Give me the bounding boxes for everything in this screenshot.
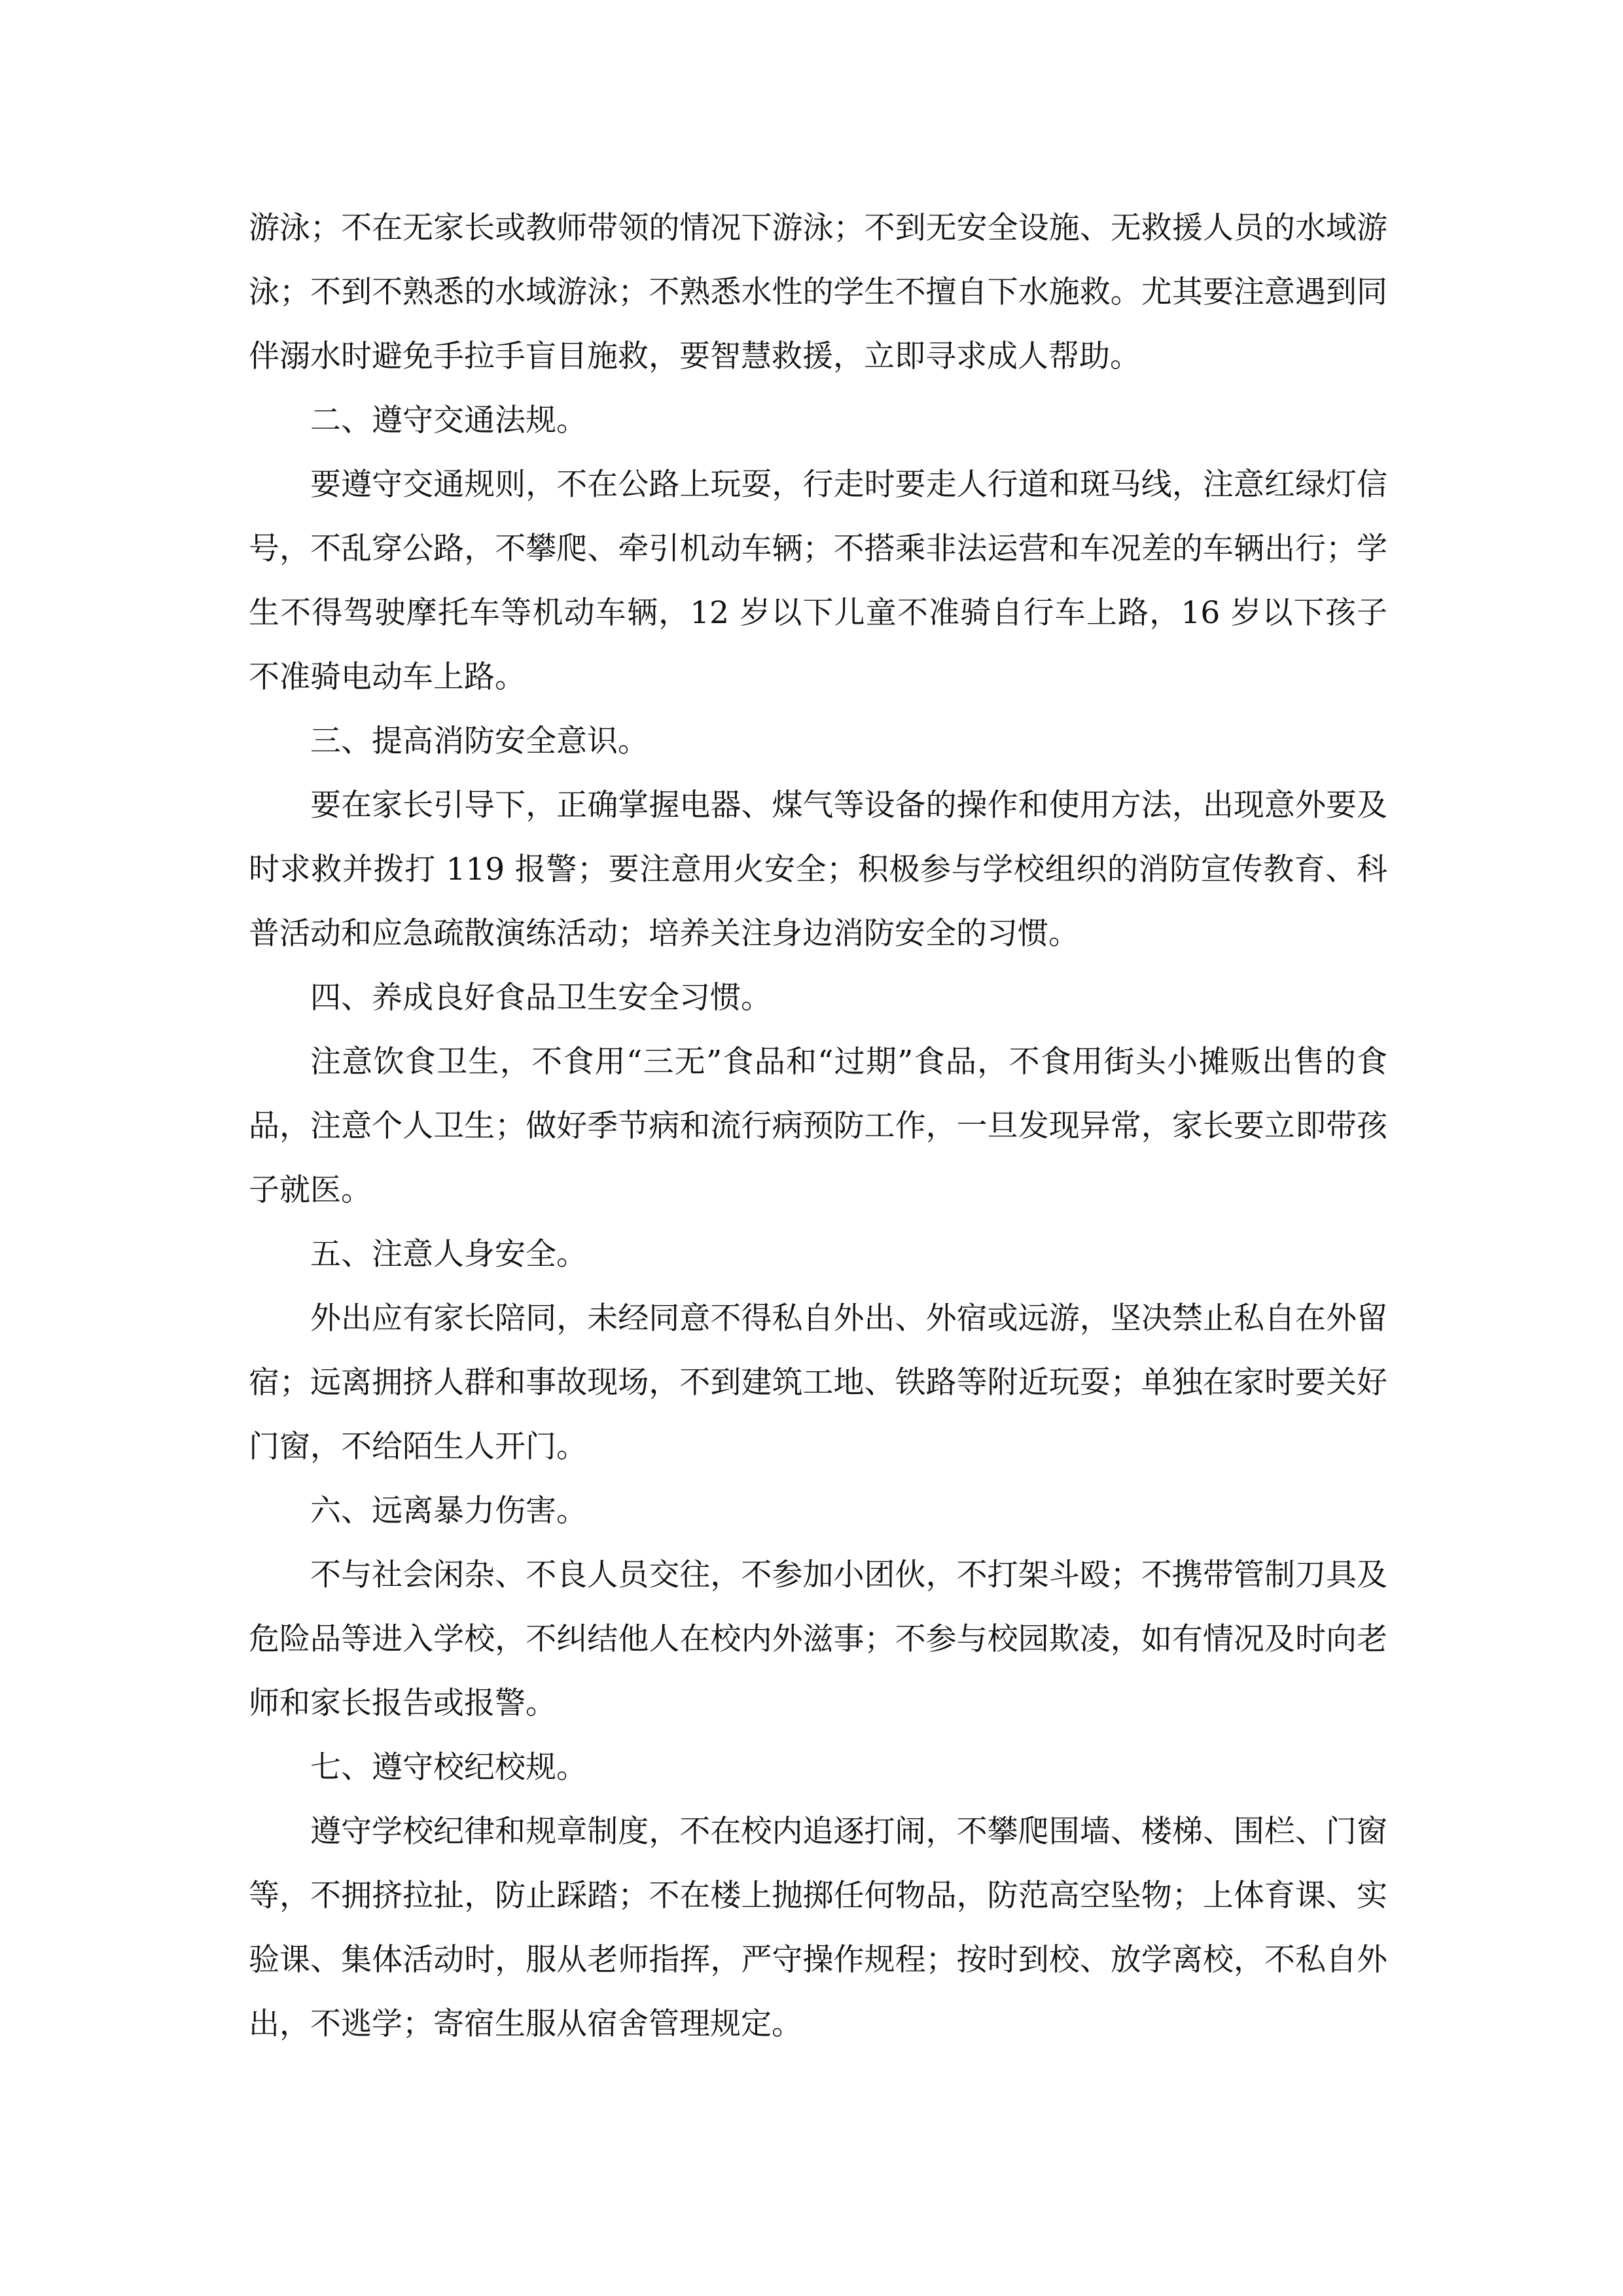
paragraph-swimming-continued: 游泳；不在无家长或教师带领的情况下游泳；不到无安全设施、无救援人员的水域游泳；不到不熟悉的水域游泳；不熟悉水性的学生不擅自下水施救。尤其要注意遇到同伴溺水时避免手拉手盲目施救，要智慧救援，立即寻求成人帮助。 <box>249 210 1387 374</box>
paragraph-food-hygiene: 注意饮食卫生，不食用“三无”食品和“过期”食品，不食用街头小摊贩出售的食品，注意个人卫生；做好季节病和流行病预防工作，一旦发现异常，家长要立即带孩子就医。 <box>249 1044 1387 1208</box>
paragraph-violence: 不与社会闲杂、不良人员交往，不参加小团伙，不打架斗殴；不携带管制刀具及危险品等进入学校，不纠结他人在校内外滋事；不参与校园欺凌，如有情况及时向老师和家长报告或报警。 <box>249 1557 1387 1721</box>
section-heading-violence: 六、远离暴力伤害。 <box>310 1493 587 1529</box>
paragraph-fire-safety: 要在家长引导下，正确掌握电器、煤气等设备的操作和使用方法，出现意外要及时求救并拨打 119 报警；要注意用火安全；积极参与学校组织的消防宣传教育、科普活动和应急疏散演练活动；培养关注身边消防安全的习惯。 <box>249 787 1387 952</box>
paragraph-school-rules: 遵守学校纪律和规章制度，不在校内追逐打闹，不攀爬围墙、楼梯、围栏、门窗等，不拥挤拉扯，防止踩踏；不在楼上抛掷任何物品，防范高空坠物；上体育课、实验课、集体活动时，服从老师指挥，严守操作规程；按时到校、放学离校，不私自外出，不逃学；寄宿生服从宿舍管理规定。 <box>249 1814 1387 2042</box>
paragraph-personal-safety: 外出应有家长陪同，未经同意不得私自外出、外宿或远游，坚决禁止私自在外留宿；远离拥挤人群和事故现场，不到建筑工地、铁路等附近玩耍；单独在家时要关好门窗，不给陌生人开门。 <box>249 1300 1387 1465</box>
section-heading-food-hygiene: 四、养成良好食品卫生安全习惯。 <box>310 980 772 1016</box>
document-body <box>249 196 1387 2056</box>
section-heading-fire-safety: 三、提高消防安全意识。 <box>310 723 649 759</box>
section-heading-school-rules: 七、遵守校纪校规。 <box>310 1749 587 1785</box>
paragraph-traffic: 要遵守交通规则，不在公路上玩耍，行走时要走人行道和斑马线，注意红绿灯信号，不乱穿公路，不攀爬、牵引机动车辆；不搭乘非法运营和车况差的车辆出行；学生不得驾驶摩托车等机动车辆，12 岁以下儿童不准骑自行车上路，16 岁以下孩子不准骑电动车上路。 <box>249 467 1387 695</box>
section-heading-traffic: 二、遵守交通法规。 <box>310 403 587 439</box>
section-heading-personal-safety: 五、注意人身安全。 <box>310 1236 587 1272</box>
